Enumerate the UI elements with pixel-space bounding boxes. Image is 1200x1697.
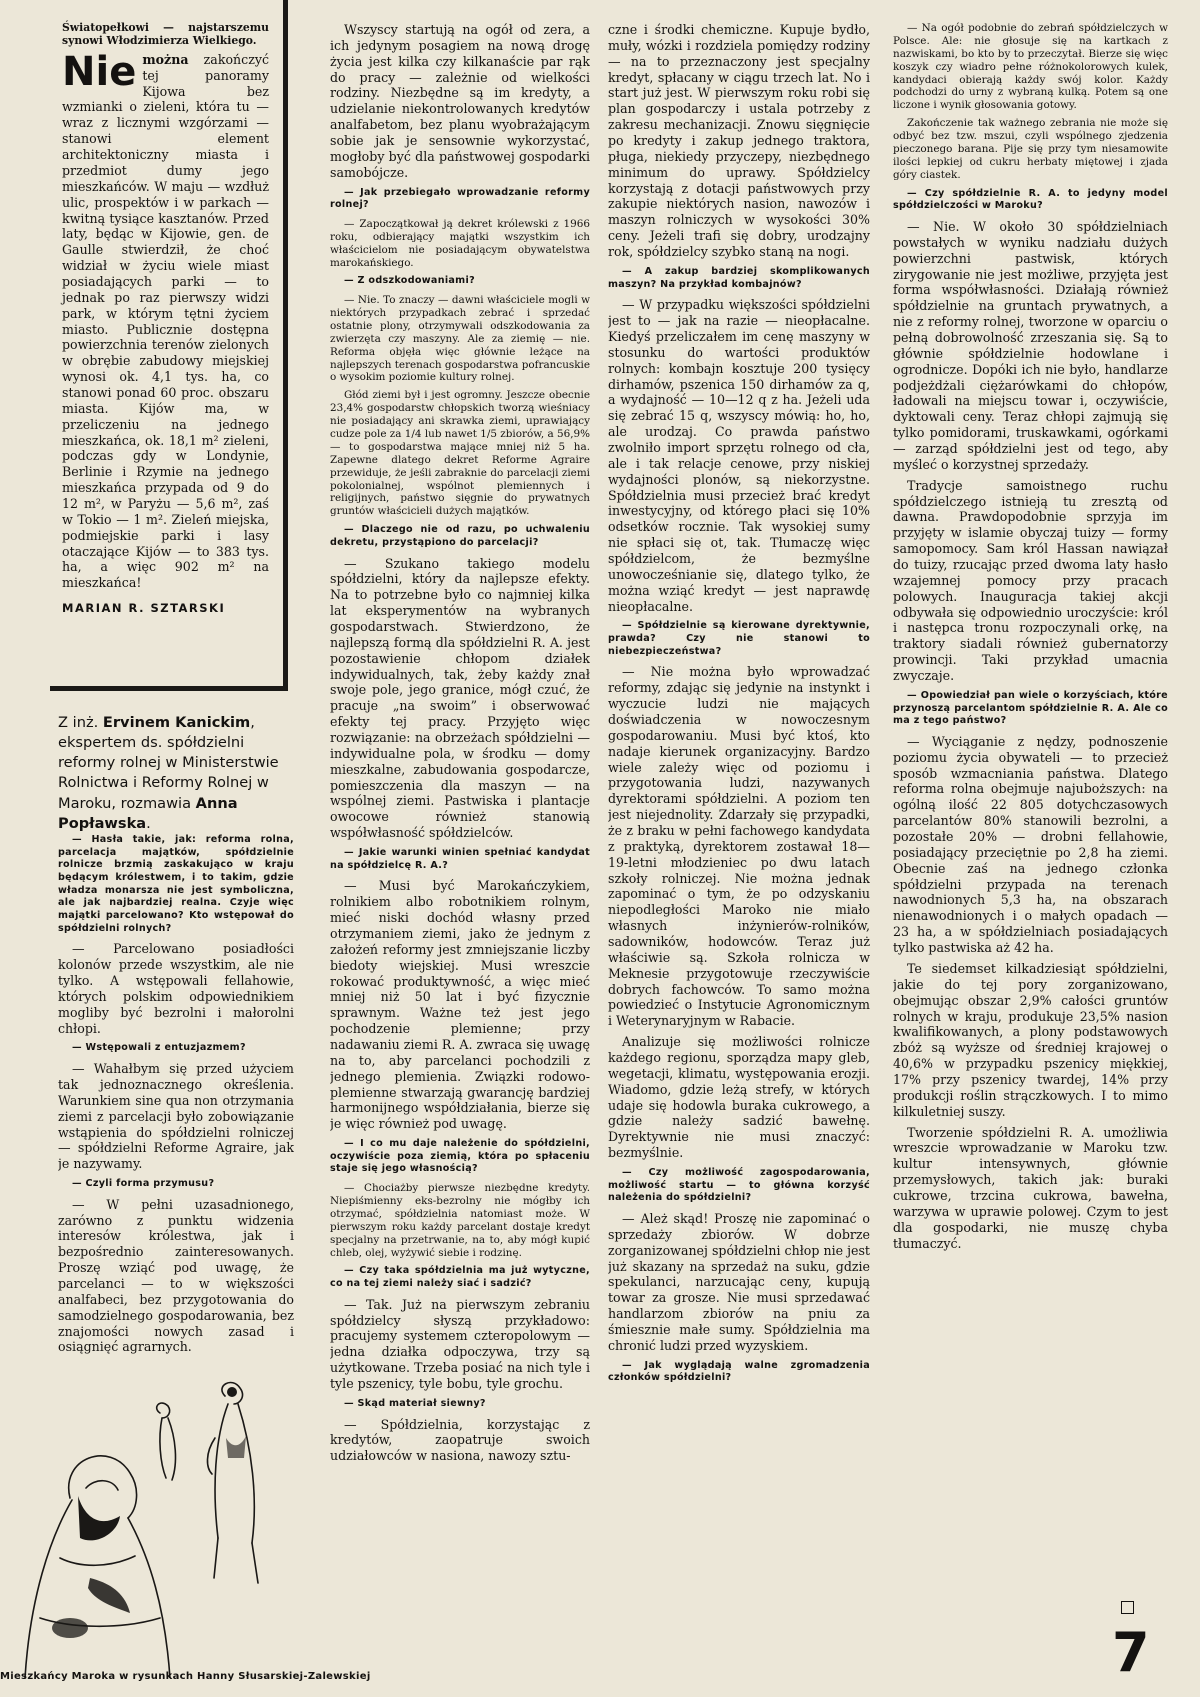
interview-question: — Czy możliwość zagospodarowania, możliwość startu — to główna korzyść należenia do spółdzielni? (608, 1167, 870, 1204)
interview-intro (58, 713, 294, 834)
interview-answer: — Spółdzielnia, korzystając z kredytów, zaopatruje swoich udziałowców w nasiona, nawozy sztu- (330, 1416, 590, 1464)
kiev-article-box (50, 0, 288, 691)
illustration-caption: Mieszkańcy Maroka w rysunkach Hanny Słusarskiej-Zalewskiej (0, 1671, 371, 1682)
column-1 (58, 828, 294, 1438)
page-number: 7 (1112, 1621, 1150, 1684)
interview-question: — Spółdzielnie są kierowane dyrektywnie, prawda? Czy nie stanowi to niebezpieczeństwa? (608, 620, 870, 657)
kiev-article-paragraph (62, 48, 269, 591)
interview-answer: — Nie można było wprowadzać reformy, zdając się jedynie na instynkt i wyczucie ludzi nie mających doświadczenia w nowoczesnym gospodarowaniu. Musi być ktoś, kto nadaje kierunek organizacyjny. Bardzo wiele zależy więc od poziomu i przygotowania ludzi, nazywanych dyrektorami spółdzielni. A poziom ten jest niejednolity. Zdarzały się przypadki, że z braku w pełni fachowego kandydata z praktyką, dyrektorem zostawał 18—19-letni młodzieniec po dwu latach szkoły rolniczej. Nie można jednak zapominać o tym, że po odzyskaniu niepodległości Maroko nie miało własnych inżynierów-rolników, sadowników, hodowców. Teraz już właściwie są. Szkoła rolnicza w Meknesie przygotowuje rzeczywiście dobrych fachowców. To samo można powiedzieć o Instytucie Agronomicznym i Weterynaryjnym w Rabacie. (608, 664, 870, 1029)
interview-question: — Dlaczego nie od razu, po uchwaleniu dekretu, przystąpiono do parcelacji? (330, 524, 590, 548)
interview-answer: — W przypadku większości spółdzielni jest to — jak na razie — nieopłacalne. Kiedyś przeliczałem im cenę maszyny w stosunku do wartości produktów rolnych: kombajn kosztuje 200 tysięcy dirhamów, pszenica 150 dirhamów za q, a wydajność — 10—12 q z ha. Jeżeli uda się zebrać 15 q, wszyscy mówią: ho, ho, ale urodzaj. Co prawda państwo zwolniło import sprzętu rolnego od cła, ale i tak relacje cenowe, przy niskiej wydajności plonów, są niekorzystne. Spółdzielnia musi przecież brać kredyt inwestycyjny, od którego płaci się 10% odsetków rocznie. Tak wysokiej sumy nie spłaci się ot, tak. Tłumaczę więc spółdzielcom, że bezmyślne unowocześnianie się, dlatego tylko, że można wziąć kredyt — jest naprawdę nieopłacalne. (608, 297, 870, 614)
interview-answer: — Parcelowano posiadłości kolonów przede wszystkim, ale nie tylko. A wstępowali fellahowie, których polskim odpowiednikiem mogliby być bezrolni i małorolni chłopi. (58, 941, 294, 1036)
intro-prefix: Z inż. (58, 714, 103, 731)
interview-question: — Jakie warunki winien spełniać kandydat na spółdzielcę R. A.? (330, 847, 590, 871)
interview-answer: Tradycje samoistnego ruchu spółdzielczego istnieją tu zresztą od dawna. Prawdopodobnie sprzyja im przyjęty w islamie obyczaj tuizy — formy samopomocy. Sam król Hassan nawiązał do tuizy, rzucając przed dwoma laty hasło wzajemnej pomocy przy pracach polowych. Inauguracja takiej akcji odbywała się odpowiednio uroczyście: król i następca tronu rozpoczynali orkę, na traktory siadali również gubernatorzy prowincji. Taki przykład umacnia zwyczaje. (893, 477, 1168, 684)
column-4 (893, 22, 1168, 1622)
interview-answer: Te siedemset kilkadziesiąt spółdzielni, jakie do tej pory zorganizowano, obejmując obszar 2,9% całości gruntów rolnych w kraju, produkuje 23,5% nasion kwalifikowanych, a plony podstawowych zbóż są wyższe od średniej krajowej o 40,6% w przypadku pszenicy miękkiej, 17% przy pszenicy twardej, 14% przy produkcji roślin strączkowych. I to mimo kilkuletniej suszy. (893, 960, 1168, 1119)
interview-question: — Jak przebiegało wprowadzanie reformy rolnej? (330, 186, 590, 211)
interview-answer: czne i środki chemiczne. Kupuje bydło, muły, wózki i rozdziela pomiędzy rodziny — na to przeznaczony jest specjalny kredyt, spłacany w ciągu trzech lat. No i start już jest. W pierwszym roku robi się plan gospodarczy i ustala potrzeby z zakresu mechanizacji. Znowu sięgnięcie po kredyty i zakup jednego traktora, pługa, niekiedy przyczepy, niezbędnego minimum do uprawy. Spółdzielcy korzystają z dotacji państwowych przy zakupie niektórych nasion, nawozów i maszyn rolniczych w wysokości 30% ceny. Jeżeli trafi się dobry, urodzajny rok, spółdzielcy szybko staną na nogi. (608, 22, 870, 260)
interview-answer: Wszyscy startują na ogół od zera, a ich jedynym posagiem na nową drogę życia jest kilka czy kilkanaście par rąk do pracy — zależnie od wielkości rodziny. Niezbędne są im kredyty, a udzielanie niekontrolowanych kredytów analfabetom, bez planu wyobrażającym sobie jak je sensownie wykorzystać, mogłoby być dla państwowej gospodarki samobójcze. (330, 22, 590, 180)
interview-answer: — Nie. W około 30 spółdzielniach powstałych w wyniku nadziału dużych powierzchni pastwisk, których zirygowanie nie jest możliwe, przyjęta jest forma współwłasności. Działają również spółdzielnie na gruntach prywatnych, a nie z reformy rolnej, tworzone w oparciu o pełną dobrowolność zrzeszania się. Są to głównie spółdzielnie hodowlane i ogrodnicze. Dopóki ich nie było, handlarze podjeżdżali ciężarówkami do chłopów, ładowali na miejscu towar i, oczywiście, dyktowali ceny. Teraz chłopi zajmują się tylko pomidorami, truskawkami, ogórkami — zarząd spółdzielni jest od tego, aby myśleć o korzystnej sprzedaży. (893, 219, 1168, 472)
interview-answer: — Wahałbym się przed użyciem tak jednoznacznego określenia. Warunkiem sine qua non otrzymania ziemi z parcelacji było zobowiązanie wstąpienia do spółdzielni rolniczej — spółdzielni Reforme Agraire, jak je nazywamy. (58, 1061, 294, 1172)
interview-question: — Czy spółdzielnie R. A. to jedyny model spółdzielczości w Maroku? (893, 187, 1168, 212)
column-3 (608, 22, 870, 1662)
interview-question: — Skąd materiał siewny? (344, 1397, 486, 1409)
interview-question: — Czyli forma przymusu? (72, 1178, 215, 1190)
interview-answer: — Nie. To znaczy — dawni właściciele mogli w niektórych przypadkach zebrać i sprzedać ostatnie plony, otrzymywali odszkodowania za zwierzęta czy maszyny. Ale za ziemię — nie. Reforma objęła więc głównie leżące na najlepszych terenach gospodarstwa pofrancuskie o wysokim poziomie kultury rolnej. (330, 294, 590, 384)
interview-question: — Z odszkodowaniami? (344, 275, 475, 287)
interview-question: — Czy taka spółdzielnia ma już wytyczne, co na tej ziemi należy siać i sadzić? (330, 1265, 590, 1290)
kiev-article-top-fragment: Światopełkowi — najstarszemu synowi Włodzimierza Wielkiego. (62, 21, 269, 47)
interview-answer: — Ależ skąd! Proszę nie zapominać o sprzedaży zbiorów. W dobrze zorganizowanej spółdzielni chłop nie jest już skazany na sprzedaż na suku, gdzie spekulanci, narzucając ceny, kupują towar za grosze. Nie musi sprzedawać handlarzom zbiorów na pniu za śmiesznie małe sumy. Spółdzielnia ma chronić ludzi przed wyzyskiem. (608, 1210, 870, 1353)
interview-question: — Jak wyglądają walne zgromadzenia członków spółdzielni? (608, 1359, 870, 1384)
kiev-article-text: zakończyć tej panoramy Kijowa bez wzmianki o zieleni, która tu — wraz z licznymi wzgórzami — stanowi element architektoniczny miasta i przedmiot dumy jego mieszkańców. W maju — wzdłuż ulic, prospektów i w parkach — kwitną tysiące kasztanów. Przed laty, będąc w Kijowie, gen. de Gaulle stwierdził, że choć widział w życiu wiele miast posiadających parki — to jednak po raz pierwszy widzi park, w którym tętni życiem miasto. Publicznie dostępna powierzchnia terenów zielonych w obrębie zabudowy miejskiej wynosi ok. 4,1 tys. ha, co stanowi ponad 60 proc. obszaru miasta. Kijów ma, w przeliczeniu na jednego mieszkańca, ok. 18,1 m² zieleni, podczas gdy w Londynie, Berlinie i Rzymie na jednego mieszkańca przypada od 9 do 12 m², w Paryżu — 5,6 m², zaś w Tokio — 1 m². Zieleń miejska, podmiejskie parki i lasy otaczające Kijów — to 383 tys. ha, a więc 902 m² na mieszkańca! (62, 51, 269, 591)
interview-answer: — Tak. Już na pierwszym zebraniu spółdzielcy słyszą przykładowo: pracujemy systemem czteropolowym — jedna działka odpoczywa, trzy są użytkowane. Trzeba posiać na nich tyle i tyle pszenicy, tyle bobu, tyle grochu. (330, 1296, 590, 1392)
interviewer-name: Anna Popławska (58, 794, 238, 832)
intro-end: . (146, 814, 151, 832)
interview-answer: — Wyciąganie z nędzy, podnoszenie poziomu życia obywateli — to przecież sposób wzmacniania państwa. Dlatego reforma rolna obejmuje najuboższych: na ogólną ilość 22 805 dotychczasowych parcelantów 80% stanowili bezrolni, a pozostałe 20% — drobni fellahowie, posiadający przeciętnie po 2,8 ha ziemi. Obecnie zaś na jednego członka spółdzielni przypada na terenach nawodnionych 5,3 ha, na obszarach nienawodnionych i o małych opadach — 23 ha, a w spółdzielniach posiadających tylko pastwiska aż 42 ha. (893, 733, 1168, 956)
article-end-mark (1121, 1601, 1134, 1614)
interview-answer: — Zapoczątkował ją dekret królewski z 1966 roku, odbierający majątki wszystkim ich właścicielom nie posiadającym obywatelstwa marokańskiego. (330, 217, 590, 269)
interview-question: — I co mu daje należenie do spółdzielni, oczywiście poza ziemią, która po spłaceniu staje się jego własnością? (330, 1138, 590, 1175)
column-2 (330, 22, 590, 1662)
interview-answer: — W pełni uzasadnionego, zarówno z punktu widzenia interesów królestwa, jak i bezpośrednio zainteresowanych. Proszę wziąć pod uwagę, że parcelanci — to w większości analfabeci, bez przygotowania do samodzielnego gospodarowania, bez znajomości nowych zasad i osiągnięć agrarnych. (58, 1196, 294, 1355)
lead-word: można (142, 51, 189, 67)
interviewee-name: Ervinem Kanickim (102, 714, 251, 731)
interview-question: — Wstępowali z entuzjazmem? (72, 1042, 246, 1054)
interview-question: — Opowiedział pan wiele o korzyściach, które przynoszą parcelantom spółdzielnie R. A. Ale co ma z tego państwo? (893, 689, 1168, 727)
interview-answer: — Szukano takiego modelu spółdzielni, który da najlepsze efekty. Na to potrzebne było co najmniej kilka lat eksperymentów na wybranych gospodarstwach. Stwierdzono, że najlepszą formą dla spółdzielni R. A. jest pozostawienie chłopom działek indywidualnych, tak, żeby każdy znał swoje pole, jego granice, mógł czuć, że pracuje „na swoim” i obserwować efekty tej pracy. Przyjęto więc rozwiązanie: na obrzeżach spółdzielni — indywidualne pola, w środku — domy mieszkalne, zabudowania gospodarcze, pomieszczenia dla maszyn — na wspólnej ziemi. Pastwiska i plantacje owocowe również stanowią współwłasność spółdzielców. (330, 555, 590, 841)
interview-question: — Hasła takie, jak: reforma rolna, parcelacja majątków, spółdzielnie rolnicze brzmią zaskakująco w kraju będącym królestwem, i to takim, gdzie władza monarsza nie jest symboliczna, ale jak najbardziej realna. Czyje więc majątki parcelowano? Kto wstępował do spółdzielni rolnych? (58, 834, 294, 934)
interview-answer: — Na ogół podobnie do zebrań spółdzielczych w Polsce. Ale: nie głosuje się na kartkach z nazwiskami, bo kto by to przeczytał. Bierze się więc koszyk czy wiadro pełne różnokolorowych kulek, kandydaci obierają każdy swój kolor. Każdy podchodzi do urny z wybraną kulką. Potem są one liczone i wynik głosowania gotowy. (893, 22, 1168, 112)
interview-answer: Analizuje się możliwości rolnicze każdego regionu, sporządza mapy gleb, wegetacji, klimatu, występowania erozji. Wiadomo, gdzie leżą strefy, w których udaje się hodowla buraka cukrowego, a gdzie należy sadzić bawełnę. Dyrektywnie nie musi znaczyć: bezmyślnie. (608, 1034, 870, 1161)
interview-answer: Tworzenie spółdzielni R. A. umożliwia wreszcie wprowadzanie w Maroku tzw. kultur intensywnych, głównie przemysłowych, takich jak: buraki cukrowe, trzcina cukrowa, bawełna, warzywa w uprawie polowej. Czym to jest dla gospodarki, nie muszę chyba tłumaczyć. (893, 1124, 1168, 1251)
interview-answer: — Chociażby pierwsze niezbędne kredyty. Niepiśmienny eks-bezrolny nie mógłby ich otrzymać, spółdzielnia natomiast może. W pierwszym roku każdy parcelant dostaje kredyt specjalny na przetrwanie, na to, aby mógł kupić chleb, olej, wyżywić siebie i rodzinę. (330, 1182, 590, 1259)
interview-answer: — Musi być Marokańczykiem, rolnikiem albo robotnikiem rolnym, mieć niski dochód własny przed otrzymaniem ziemi, jako że jednym z założeń reformy jest zmniejszanie liczby biedoty wiejskiej. Musi wreszcie rokować produktywność, a więc mieć mniej niż 50 lat i być fizycznie sprawnym. Ważne też jest jego pochodzenie plemienne; przy nadawaniu ziemi R. A. zwraca się uwagę na to, aby parcelanci pochodzili z jednego plemienia. Związki rodowo-plemienne stwarzają gwarancję bardziej harmonijnego współdziałania, bierze się je więc również pod uwagę. (330, 878, 590, 1132)
interview-question: — A zakup bardziej skomplikowanych maszyn? Na przykład kombajnów? (608, 265, 870, 290)
author-signature: MARIAN R. SZTARSKI (62, 601, 226, 616)
intro-suffix: , ekspertem ds. spółdzielni reformy rolnej w Ministerstwie Rolnictwa i Reformy Rolnej w Maroku, rozmawia (58, 714, 279, 812)
moroccan-figures-illustration (0, 1378, 320, 1678)
interview-answer: Zakończenie tak ważnego zebrania nie może się odbyć bez tzw. mszui, czyli wspólnego zjedzenia pieczonego barana. Pije się przy tym niesamowite ilości lepkiej od cukru herbaty miętowej i zjada góry ciastek. (893, 117, 1168, 181)
interview-answer: Głód ziemi był i jest ogromny. Jeszcze obecnie 23,4% gospodarstw chłopskich tworzą wieśniacy nie posiadający ani skrawka ziemi, uprawiający cudze pole za 1/4 lub nawet 1/5 zbiorów, a 56,9% — to gospodarstwa mające mniej niż 5 ha. Zapewne dlatego dekret Reforme Agraire przewiduje, że jeśli zabraknie do parcelacji ziemi pokolonialnej, wspólnot plemiennych i religijnych, państwo sięgnie do prywatnych gruntów właścicieli dużych majątków. (330, 389, 590, 518)
dropcap: Nie (62, 48, 137, 95)
